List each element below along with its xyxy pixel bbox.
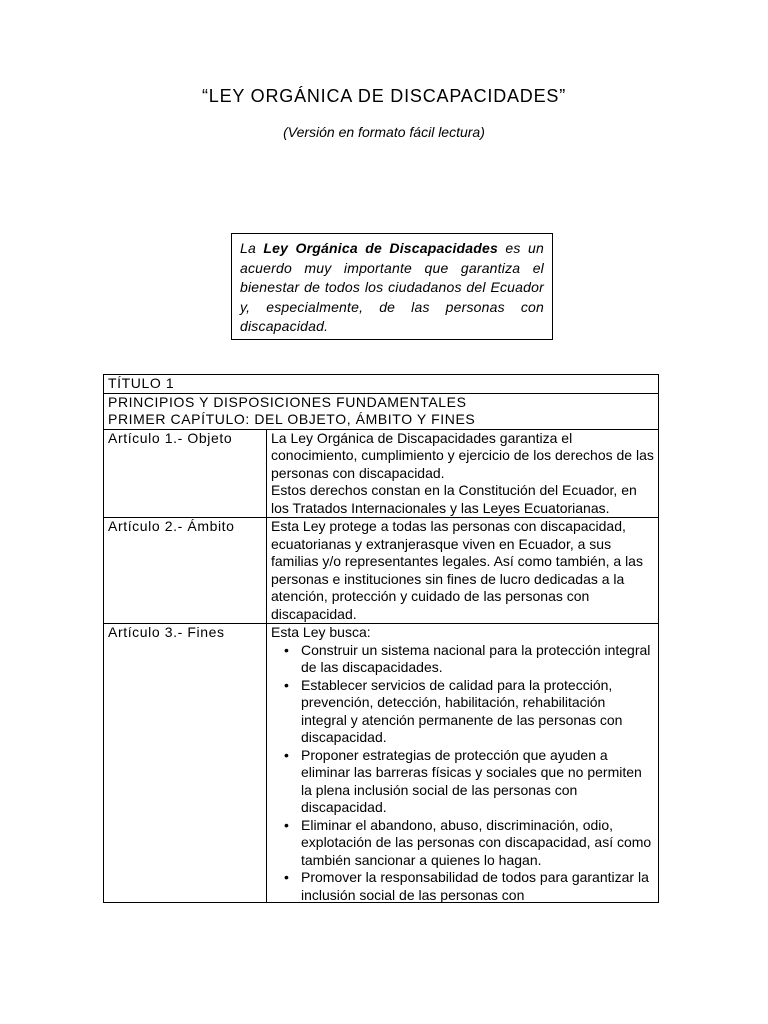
intro-text: es un acuerdo muy importante que garantiza el bienestar de todos los ciudadanos del Ecuador y, especialmente, de las personas con discapacidad. (240, 240, 544, 334)
article-text (267, 518, 659, 624)
table-row (104, 518, 659, 624)
table-heading-cell (104, 375, 659, 394)
bullet-icon: • (284, 869, 289, 885)
list-item-text: Promover la responsabilidad de todos para garantizar la inclusión social de las personas con (301, 869, 649, 902)
chapter-heading: PRIMER CAPÍTULO: DEL OBJETO, ÁMBITO Y FINES (108, 411, 476, 427)
list-item (284, 816, 654, 870)
list-item-text: Eliminar el abandono, abuso, discriminación, odio, explotación de las personas con discapacidad, así como también sancionar a quienes lo hagan. (301, 816, 652, 868)
article-content (271, 624, 654, 902)
bullet-icon: • (284, 641, 289, 658)
article-paragraph: Estos derechos constan en la Constitución del Ecuador, en los Tratados Internacionales y las Leyes Ecuatorianas. (271, 482, 637, 516)
table-heading-row (104, 375, 659, 394)
article-text (267, 429, 659, 518)
principles-heading: PRINCIPIOS Y DISPOSICIONES FUNDAMENTALES (108, 393, 467, 410)
list-item (284, 676, 654, 747)
table-heading-row (104, 393, 659, 429)
document-title: “LEY ORGÁNICA DE DISCAPACIDADES” (201, 86, 566, 106)
fines-list (271, 642, 654, 903)
bullet-icon: • (284, 676, 289, 693)
list-item (284, 641, 654, 677)
table-row (104, 429, 659, 518)
list-item-text: Establecer servicios de calidad para la protección, prevención, detección, habilitación, rehabilitación integral y atención permanente de las personas con discapacidad. (301, 676, 623, 745)
document-subtitle: (Versión en formato fácil lectura) (283, 124, 485, 140)
article-label: Artículo 2.- Ámbito (104, 518, 267, 624)
bullet-icon: • (284, 816, 289, 833)
title-heading: TÍTULO 1 (108, 375, 175, 391)
article-paragraph: La Ley Orgánica de Discapacidades garantiza el conocimiento, cumplimiento y ejercicio de los derechos de las personas con discapacidad. (271, 429, 654, 481)
table-row (104, 624, 659, 903)
bullet-icon: • (284, 746, 289, 763)
list-item-text: Proponer estrategias de protección que ayuden a eliminar las barreras físicas y sociales que no permiten la plena inclusión social de las personas con discapacidad. (301, 746, 642, 815)
intro-prefix: La (240, 240, 264, 256)
article-text (267, 624, 659, 903)
list-item-text: Construir un sistema nacional para la protección integral de las discapacidades. (301, 641, 651, 675)
article-label: Artículo 3.- Fines (104, 624, 267, 903)
intro-box (231, 233, 553, 340)
law-table (103, 374, 659, 903)
table-heading-cell (104, 393, 659, 429)
article-label: Artículo 1.- Objeto (104, 429, 267, 518)
article-paragraph: Esta Ley protege a todas las personas con discapacidad, ecuatorianas y extranjerasque viven en Ecuador, a sus familias y/o representantes legales. Así como también, a las personas e instituciones sin fines de lucro dedicadas a la atención, protección y cuidado de las personas con discapacidad. (271, 518, 643, 622)
list-item (284, 746, 654, 817)
article-intro: Esta Ley busca: (271, 624, 371, 640)
list-item (284, 869, 654, 902)
intro-law-name: Ley Orgánica de Discapacidades (263, 240, 499, 256)
